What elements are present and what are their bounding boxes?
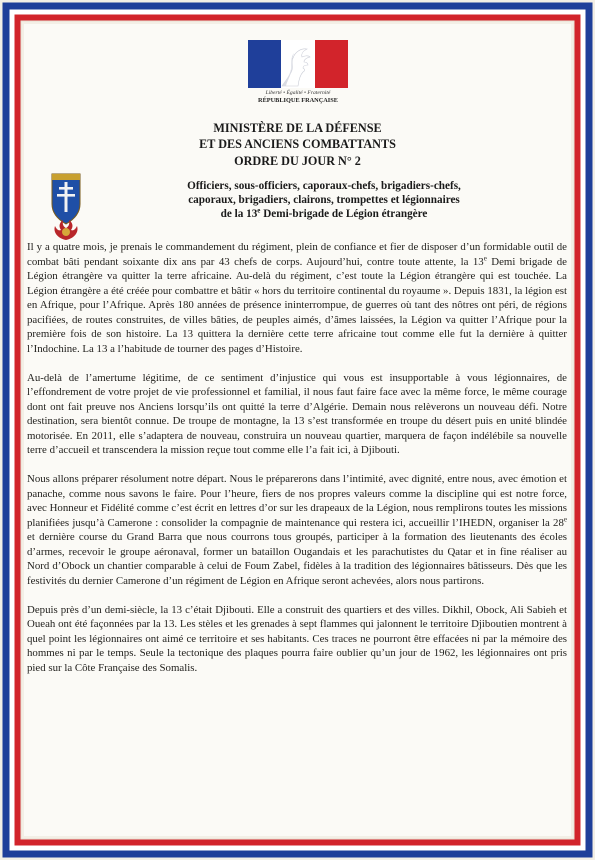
marianne-flag-icon	[246, 40, 350, 88]
ministry-line-2: ET DES ANCIENS COMBATTANTS	[199, 137, 396, 151]
addressees-line-1: Officiers, sous-officiers, caporaux-chefs, brigadiers-chefs,	[187, 180, 461, 192]
republic-motto: Liberté • Égalité • Fraternité	[265, 90, 331, 96]
addressees-line-3-start: de la 13	[220, 208, 258, 221]
ordinal-suffix: e	[257, 206, 261, 215]
ordinal-suffix: e	[483, 253, 487, 262]
paragraph-2: Au-delà de l’amertume légitime, de ce sentiment d’injustice qui vous est insupportable à vous légionnaires, de l’effondrement de votre projet de vie professionnel et familial, il nous faut faire face avec la même force, le même courage dont ont fait preuve nos Anciens lorsqu’ils ont quitté la terre d’Algérie. Demain nous relèverons un nouveau défi. Notre destination, sera bientôt connue. De troupe de montagne, la 13 s’est transformée en troupe du désert puis en unité blindée motorisée. En 2011, elle s’adaptera de nouveau, construira un nouveau quartier, marquera de façon indélébile sa nouvelle terre d’accueil et transcendera la mission reçue tout comme elle l’a fait ici, à Djibouti.	[27, 371, 567, 456]
paragraph-3-end: et dernière course du Grand Barra que nous courrons tous groupés, participer à la formation des lieutenants des écoles d’armes, recevoir le groupe aéronaval, former un bataillon Ougandais et les parachutistes du Qatar et in fine réaliser au Nord d’Obock un chantier comparable à celui de Foum Zabel, fidèles à la tradition des légionnaires bâtisseurs. Dès que les festivités du dernier Camerone d’un régiment de Légion en Afrique seront achevées, alors nous partirons.	[27, 531, 567, 587]
republic-label: RÉPUBLIQUE FRANÇAISE	[258, 97, 338, 104]
addressees-block	[124, 179, 524, 222]
paragraph-3-start: Nous allons préparer résolument notre départ. Nous le préparerons dans l’intimité, avec dignité, entre nous, avec émotion et panache, comme nous savons le faire. Pour l’heure, fiers de nos propres valeurs comme la discipline qui est notre force, avec Honneur et Fidélité comme c’est écrit en lettres d’or sur les drapeaux de la Légion, nous remplirons toutes les missions planifiées jusqu’à Camerone : consolider la compagnie de maintenance qui restera ici, accueillir l’IHEDN, organiser la 28	[27, 473, 567, 529]
order-title: ORDRE DU JOUR N° 2	[234, 154, 361, 168]
marianne-logo	[246, 40, 350, 114]
addressees-line-3-end: Demi-brigade de Légion étrangère	[260, 208, 428, 221]
paragraph-4: Depuis près d’un demi-siècle, la 13 c’était Djibouti. Elle a construit des quartiers et des villes. Dikhil, Obock, Ali Sabieh et Oueah ont été façonnées par la 13. Les stèles et les grenades à sept flammes qui jalonnent le territoire Djiboutien montrent à quel point les légionnaires ont aimé ce territoire et ses habitants. Ces traces ne pourront être effacées ni par la mémoire des hommes ni par le temps. Seule la tectonique des plaques pourra faire oublier qu’un jour de 1962, les légionnaires ont pris pied sur la Côte Française des Somalis.	[27, 603, 567, 674]
ordinal-suffix: e	[563, 514, 567, 523]
ministry-heading	[124, 120, 471, 152]
addressees-line-2: caporaux, brigadiers, clairons, trompettes et légionnaires	[188, 194, 460, 207]
addressees-line-3	[124, 207, 524, 221]
paragraph-1-end: Demi brigade de Légion étrangère va quitter la terre africaine. Au-delà du régiment, c’est toute la Légion étrangère qui est touchée. La Légion étrangère a été créée pour combattre et bâtir « hors du territoire continental du royaume ». Depuis 1831, la légion est en Afrique, pour l’Afrique. Après 180 années de présence ininterrompue, de guerres où tant des nôtres ont péri, de régions pacifiées, de routes construites, de villes bâties, de peuples aimés, d’âmes laissées, la Légion va quitter l’Afrique pour la première fois de son histoire. La 13 quittera la dernière cette terre africaine tout comme elle fut la dernière à quitter l’Indochine. La 13 a l’habitude de tourner des pages d’Histoire.	[27, 255, 567, 355]
paragraph-1-start: Il y a quatre mois, je prenais le commandement du régiment, plein de confiance et fier de disposer d’un formidable outil de combat bâti pendant soixante dix ans par 43 chefs de corps. Aujourd’hui, contre toute attente, la 13	[27, 241, 567, 268]
legion-insignia-icon	[43, 168, 89, 240]
ministry-line-1: MINISTÈRE DE LA DÉFENSE	[213, 121, 382, 135]
order-body	[27, 240, 567, 690]
document-page	[24, 24, 571, 836]
legion-crest-graphic	[43, 168, 89, 240]
paragraph-3	[27, 472, 567, 588]
paragraph-1	[27, 240, 567, 356]
